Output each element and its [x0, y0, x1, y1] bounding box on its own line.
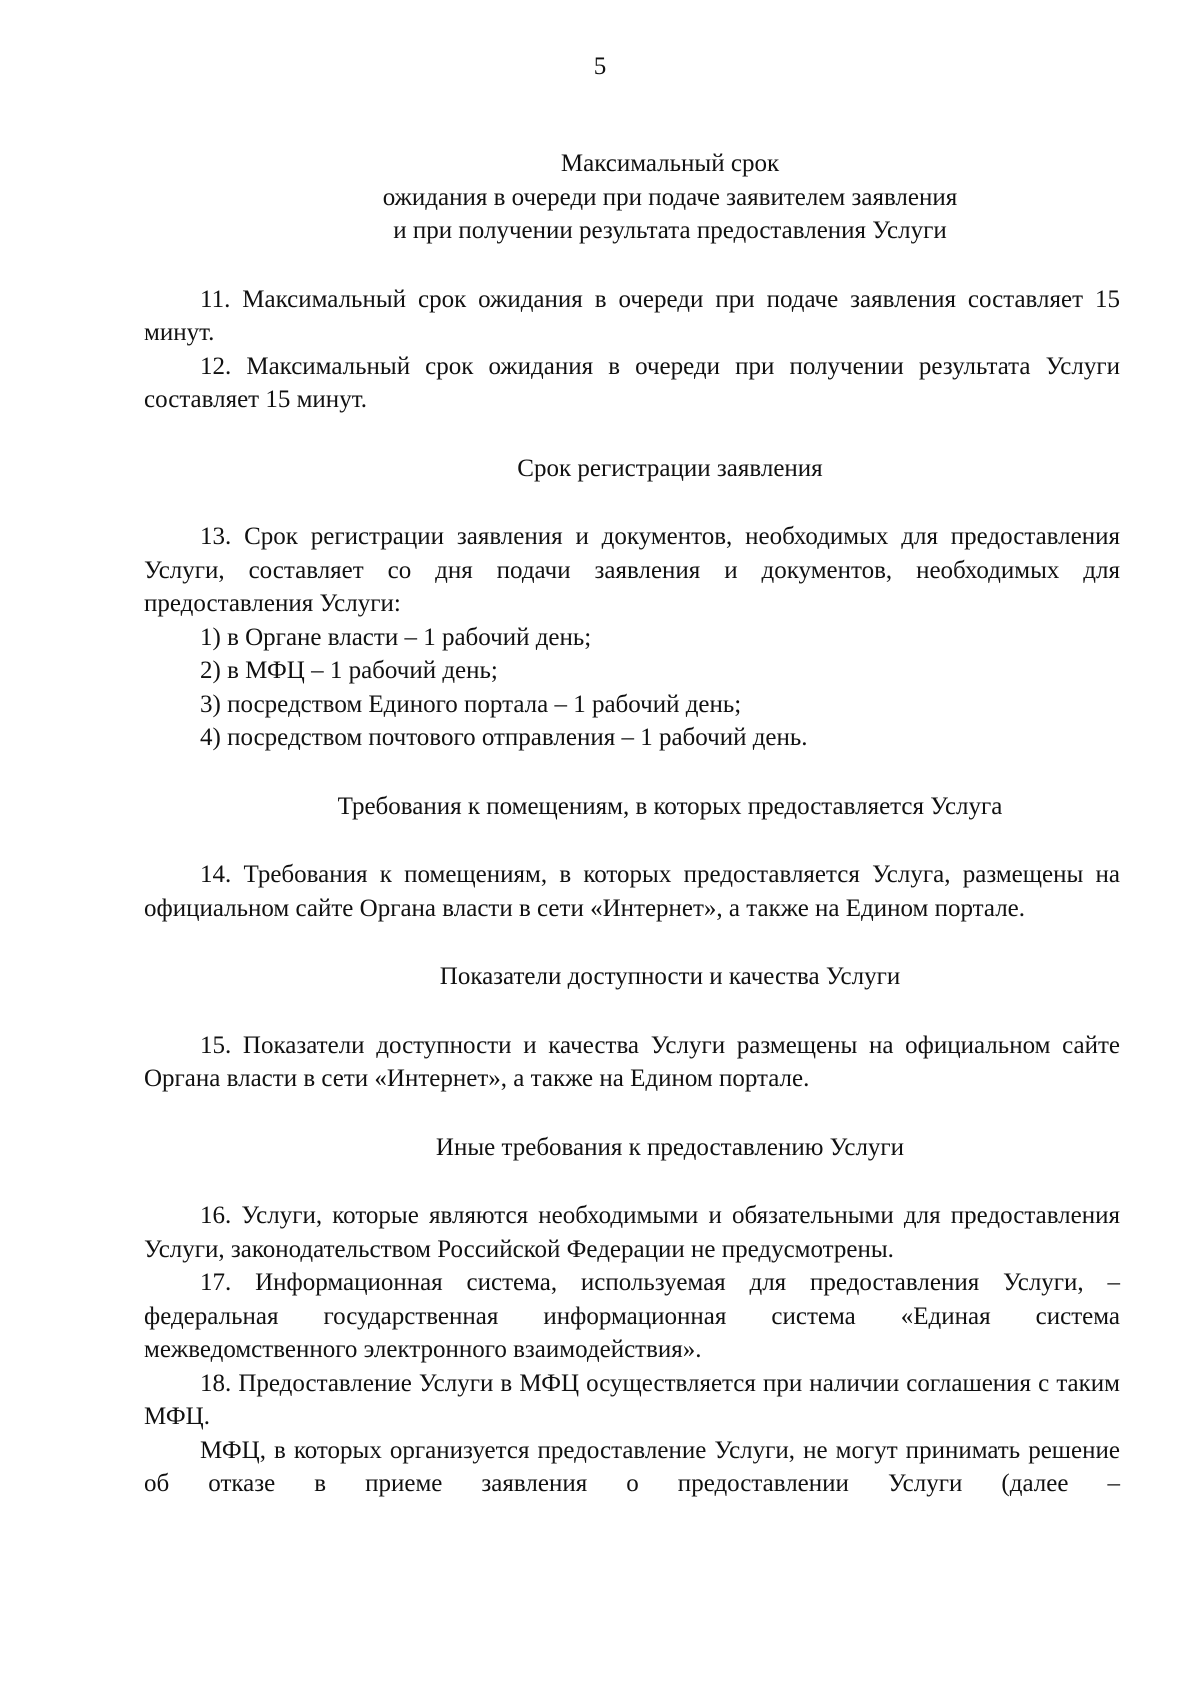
paragraph-13: 13. Срок регистрации заявления и документов, необходимых для предоставления Услуги, составляет со дня подачи заявления и документов, необходимых для предоставления Услуги: — [144, 523, 1120, 617]
section-heading-other-requirements: Иные требования к предоставлению Услуги — [435, 1133, 905, 1161]
section-heading-max-wait — [144, 147, 1120, 248]
paragraph-15: 15. Показатели доступности и качества Услуги размещены на официальном сайте Органа власти в сети «Интернет», а также на Едином портале. — [144, 1031, 1120, 1092]
paragraph-mfc: МФЦ, в которых организуется предоставление Услуги, не могут принимать решение об отказе в приеме заявления о предоставлении Услуги (далее – — [144, 1436, 1120, 1497]
page-number: 5 — [593, 53, 607, 80]
list-item: 2) в МФЦ – 1 рабочий день; — [200, 657, 498, 684]
paragraph-17: 17. Информационная система, используемая для предоставления Услуги, – федеральная государственная информационная система «Единая система межведомственного электронного взаимодействия». — [144, 1269, 1120, 1363]
paragraph-16: 16. Услуги, которые являются необходимыми и обязательными для предоставления Услуги, законодательством Российской Федерации не предусмотрены. — [144, 1202, 1120, 1263]
document-body — [144, 147, 1120, 1501]
heading-line: Максимальный срок — [560, 150, 780, 177]
heading-line: ожидания в очереди при подаче заявителем заявления — [382, 183, 958, 211]
list-item: 4) посредством почтового отправления – 1 рабочий день. — [200, 724, 808, 751]
paragraph-12: 12. Максимальный срок ожидания в очереди при получении результата Услуги составляет 15 минут. — [144, 352, 1120, 413]
list-item: 3) посредством Единого портала – 1 рабочий день; — [200, 690, 742, 718]
paragraph-11: 11. Максимальный срок ожидания в очереди при подаче заявления составляет 15 минут. — [144, 285, 1120, 346]
list-item: 1) в Органе власти – 1 рабочий день; — [200, 623, 592, 651]
section-heading-registration: Срок регистрации заявления — [517, 454, 823, 482]
paragraph-14: 14. Требования к помещениям, в которых предоставляется Услуга, размещены на официальном сайте Органа власти в сети «Интернет», а также на Едином портале. — [144, 861, 1120, 922]
section-heading-accessibility: Показатели доступности и качества Услуги — [439, 963, 901, 990]
paragraph-18: 18. Предоставление Услуги в МФЦ осуществляется при наличии соглашения с таким МФЦ. — [144, 1369, 1120, 1430]
heading-line: и при получении результата предоставления Услуги — [393, 217, 947, 244]
section-heading-premises: Требования к помещениям, в которых предоставляется Услуга — [337, 792, 1003, 820]
